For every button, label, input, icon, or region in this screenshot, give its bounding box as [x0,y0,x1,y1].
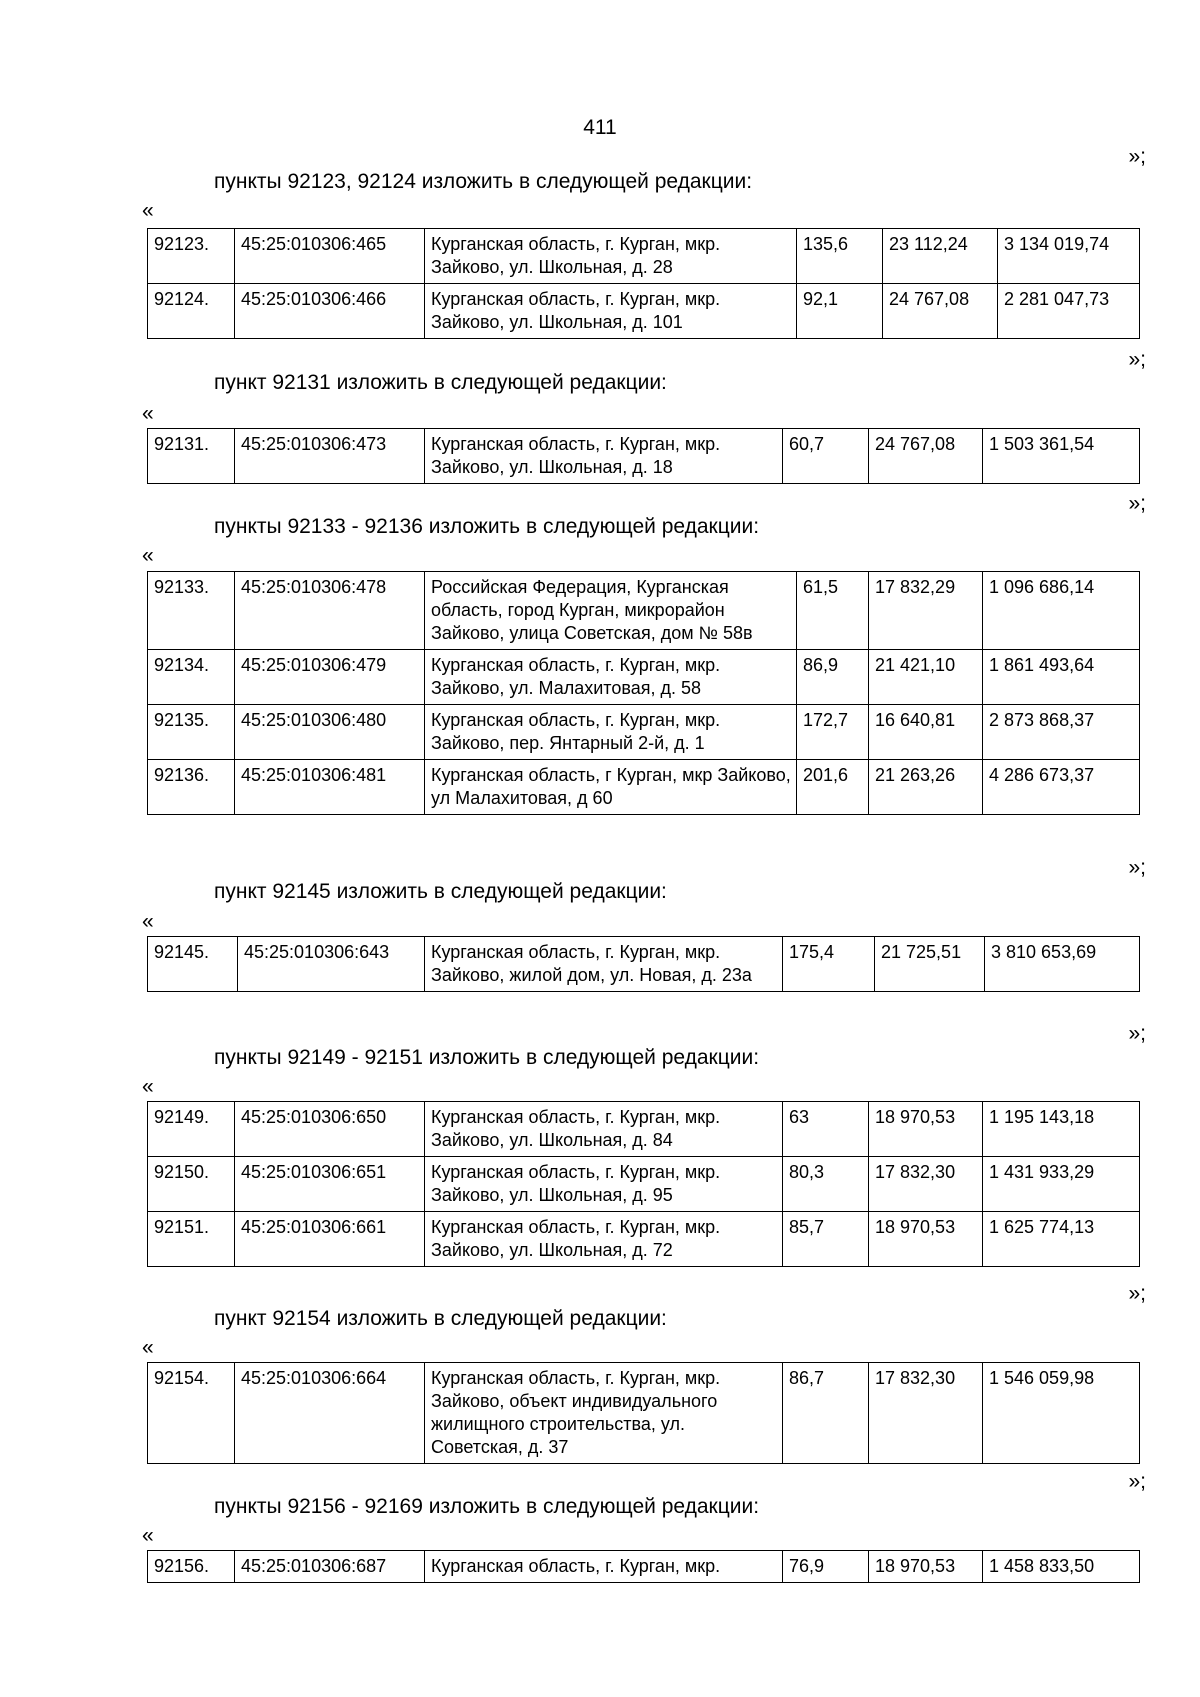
unit-value-cell: 21 421,10 [869,650,983,705]
cadastral-number-cell: 45:25:010306:473 [235,429,425,484]
property-table [147,1101,1140,1267]
unit-value-cell: 18 970,53 [869,1212,983,1267]
cadastral-value-cell: 1 503 361,54 [983,429,1140,484]
cadastral-value-cell: 1 431 933,29 [983,1157,1140,1212]
unit-value-cell: 17 832,29 [869,572,983,650]
cadastral-value-cell: 3 810 653,69 [985,937,1140,992]
cadastral-number-cell: 45:25:010306:664 [235,1363,425,1464]
cadastral-value-cell: 2 873 868,37 [983,705,1140,760]
row-number-cell: 92149. [148,1102,235,1157]
table-row [148,572,1140,650]
cadastral-number-cell: 45:25:010306:466 [235,284,425,339]
cadastral-value-cell: 1 625 774,13 [983,1212,1140,1267]
row-number-cell: 92150. [148,1157,235,1212]
area-cell: 175,4 [783,937,875,992]
cadastral-number-cell: 45:25:010306:479 [235,650,425,705]
cadastral-value-cell: 1 458 833,50 [983,1551,1140,1583]
table-row [148,429,1140,484]
table-row [148,650,1140,705]
address-cell: Курганская область, г. Курган, мкр. Зайково, ул. Школьная, д. 28 [425,229,797,284]
property-table [147,428,1140,484]
cadastral-number-cell: 45:25:010306:650 [235,1102,425,1157]
closing-quote: »; [1128,856,1146,879]
opening-quote: « [142,1336,154,1359]
address-cell: Курганская область, г. Курган, мкр. Зайково, жилой дом, ул. Новая, д. 23а [425,937,783,992]
opening-quote: « [142,1524,154,1547]
table-row [148,1157,1140,1212]
section-heading: пункты 92133 - 92136 изложить в следующей редакции: [214,515,760,538]
opening-quote: « [142,910,154,933]
area-cell: 85,7 [783,1212,869,1267]
closing-quote: »; [1128,145,1146,168]
closing-quote: »; [1128,348,1146,371]
section-heading: пункт 92131 изложить в следующей редакции: [214,371,667,394]
closing-quote: »; [1128,1282,1146,1305]
table-row [148,1551,1140,1583]
cadastral-value-cell: 1 195 143,18 [983,1102,1140,1157]
cadastral-number-cell: 45:25:010306:478 [235,572,425,650]
unit-value-cell: 23 112,24 [883,229,998,284]
area-cell: 86,7 [783,1363,869,1464]
section-heading: пункты 92149 - 92151 изложить в следующей редакции: [214,1046,760,1069]
area-cell: 60,7 [783,429,869,484]
area-cell: 63 [783,1102,869,1157]
area-cell: 135,6 [797,229,883,284]
unit-value-cell: 16 640,81 [869,705,983,760]
section-heading: пункты 92123, 92124 изложить в следующей редакции: [214,170,753,193]
table-row [148,937,1140,992]
unit-value-cell: 18 970,53 [869,1551,983,1583]
address-cell: Курганская область, г. Курган, мкр. Зайково, пер. Янтарный 2-й, д. 1 [425,705,797,760]
address-cell: Курганская область, г. Курган, мкр. Зайково, ул. Школьная, д. 72 [425,1212,783,1267]
area-cell: 92,1 [797,284,883,339]
address-cell: Курганская область, г. Курган, мкр. Зайково, ул. Школьная, д. 101 [425,284,797,339]
unit-value-cell: 21 725,51 [875,937,985,992]
unit-value-cell: 17 832,30 [869,1363,983,1464]
address-cell: Курганская область, г. Курган, мкр. [425,1551,783,1583]
cadastral-number-cell: 45:25:010306:661 [235,1212,425,1267]
row-number-cell: 92135. [148,705,235,760]
row-number-cell: 92156. [148,1551,235,1583]
area-cell: 86,9 [797,650,869,705]
opening-quote: « [142,199,154,222]
area-cell: 61,5 [797,572,869,650]
row-number-cell: 92131. [148,429,235,484]
row-number-cell: 92134. [148,650,235,705]
table-row [148,1212,1140,1267]
table-row [148,284,1140,339]
closing-quote: »; [1128,492,1146,515]
unit-value-cell: 17 832,30 [869,1157,983,1212]
area-cell: 201,6 [797,760,869,815]
row-number-cell: 92123. [148,229,235,284]
cadastral-value-cell: 1 546 059,98 [983,1363,1140,1464]
section-heading: пункты 92156 - 92169 изложить в следующей редакции: [214,1495,760,1518]
opening-quote: « [142,402,154,425]
address-cell: Курганская область, г. Курган, мкр. Зайково, объект индивидуального жилищного строительства, ул. Советская, д. 37 [425,1363,783,1464]
closing-quote: »; [1128,1470,1146,1493]
closing-quote: »; [1128,1022,1146,1045]
area-cell: 76,9 [783,1551,869,1583]
row-number-cell: 92136. [148,760,235,815]
address-cell: Российская Федерация, Курганская область, город Курган, микрорайон Зайково, улица Советская, дом № 58в [425,572,797,650]
area-cell: 172,7 [797,705,869,760]
address-cell: Курганская область, г Курган, мкр Зайково, ул Малахитовая, д 60 [425,760,797,815]
row-number-cell: 92154. [148,1363,235,1464]
unit-value-cell: 21 263,26 [869,760,983,815]
table-row [148,1102,1140,1157]
unit-value-cell: 24 767,08 [883,284,998,339]
opening-quote: « [142,1075,154,1098]
table-row [148,705,1140,760]
address-cell: Курганская область, г. Курган, мкр. Зайково, ул. Малахитовая, д. 58 [425,650,797,705]
cadastral-number-cell: 45:25:010306:687 [235,1551,425,1583]
section-heading: пункт 92145 изложить в следующей редакции: [214,880,667,903]
opening-quote: « [142,544,154,567]
cadastral-number-cell: 45:25:010306:465 [235,229,425,284]
cadastral-number-cell: 45:25:010306:481 [235,760,425,815]
address-cell: Курганская область, г. Курган, мкр. Зайково, ул. Школьная, д. 18 [425,429,783,484]
row-number-cell: 92133. [148,572,235,650]
page-number: 411 [583,116,617,139]
row-number-cell: 92124. [148,284,235,339]
unit-value-cell: 24 767,08 [869,429,983,484]
cadastral-number-cell: 45:25:010306:480 [235,705,425,760]
cadastral-number-cell: 45:25:010306:651 [235,1157,425,1212]
property-table [147,571,1140,815]
cadastral-value-cell: 2 281 047,73 [998,284,1140,339]
table-row [148,1363,1140,1464]
property-table [147,936,1140,992]
address-cell: Курганская область, г. Курган, мкр. Зайково, ул. Школьная, д. 95 [425,1157,783,1212]
cadastral-value-cell: 1 096 686,14 [983,572,1140,650]
cadastral-value-cell: 4 286 673,37 [983,760,1140,815]
cadastral-number-cell: 45:25:010306:643 [238,937,425,992]
address-cell: Курганская область, г. Курган, мкр. Зайково, ул. Школьная, д. 84 [425,1102,783,1157]
property-table [147,1550,1140,1583]
cadastral-value-cell: 3 134 019,74 [998,229,1140,284]
unit-value-cell: 18 970,53 [869,1102,983,1157]
table-row [148,229,1140,284]
property-table [147,1362,1140,1464]
row-number-cell: 92151. [148,1212,235,1267]
table-row [148,760,1140,815]
row-number-cell: 92145. [148,937,238,992]
area-cell: 80,3 [783,1157,869,1212]
property-table [147,228,1140,339]
cadastral-value-cell: 1 861 493,64 [983,650,1140,705]
section-heading: пункт 92154 изложить в следующей редакции: [214,1307,667,1330]
